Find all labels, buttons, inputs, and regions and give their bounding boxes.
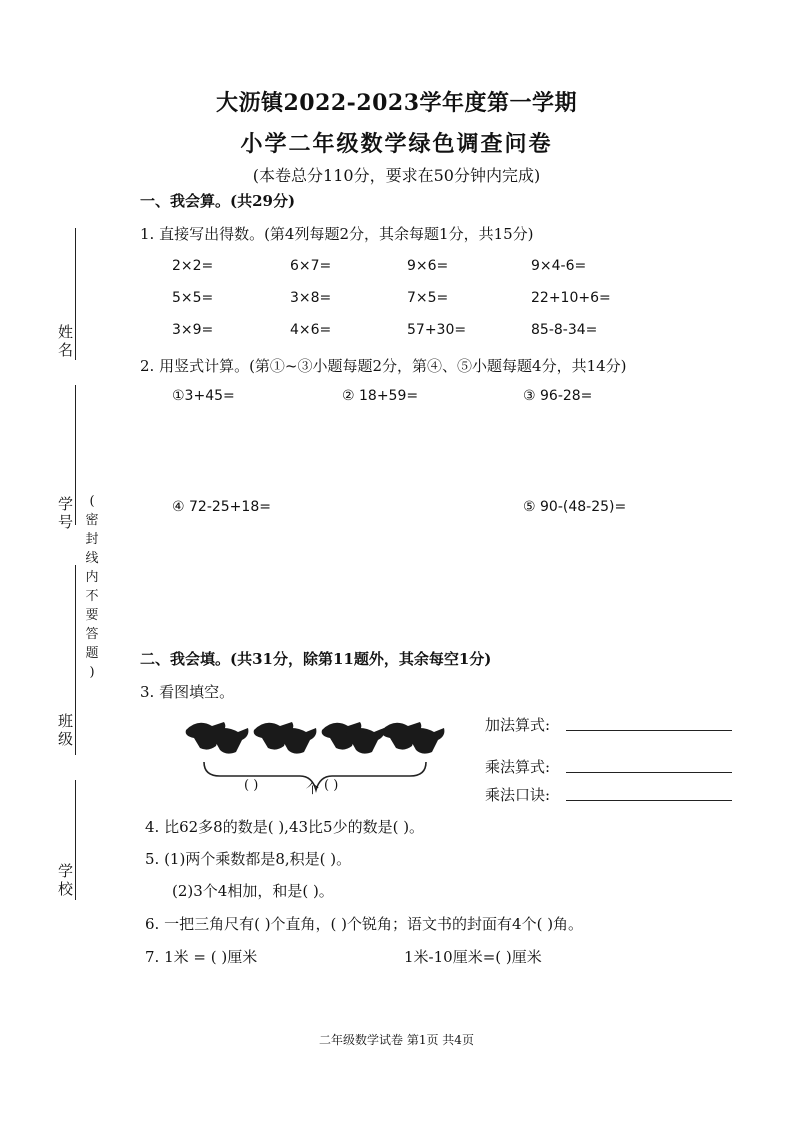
q7a-text: 7. 1米 = ( )厘米 [145,948,258,966]
exam-title-line2: 小学二年级数学绿色调查问卷 [240,131,553,157]
calc-item: 9×6= [407,258,449,274]
calc-item: 6×7= [290,258,332,274]
vertical-calc-5: ⑤ 90-(48-25)= [523,499,627,515]
calc-item: 85-8-34= [531,322,598,338]
glove-pair-icon [186,722,249,754]
q4-text: 4. 比62多8的数是( ),43比5少的数是( )。 [145,818,425,836]
q1-text: 1. 直接写出得数。(第4列每题2分，其余每题1分，共15分) [140,225,534,243]
addition-answer-line[interactable] [566,730,732,731]
glove-pair-icon [322,722,385,754]
vertical-calc-2: ② 18+59= [342,388,419,404]
q5a-text: 5. (1)两个乘数都是8,积是( )。 [145,850,352,868]
multiplication-label: 乘法算式: [485,758,551,776]
rhyme-label: 乘法口诀: [485,786,551,804]
seal-char: 密 [85,513,99,528]
class-label: 班级 [58,712,74,748]
q3-text: 3. 看图填空。 [140,683,235,701]
vertical-calc-1: ①3+45= [172,388,235,404]
vertical-calc-3: ③ 96-28= [523,388,593,404]
section1-heading: 一、我会算。(共29分) [140,192,296,210]
calc-item: 3×8= [290,290,332,306]
name-label: 姓名 [58,323,74,359]
calc-item: 7×5= [407,290,449,306]
seal-char: 封 [85,532,99,547]
q2-text: 2. 用竖式计算。(第①~③小题每题2分，第④、⑤小题每题4分，共14分) [140,357,627,375]
glove-pair-icon [254,722,317,754]
page-footer: 二年级数学试卷 第1页 共4页 [319,1033,474,1047]
calc-item: 3×9= [172,322,214,338]
calc-item: 5×5= [172,290,214,306]
multiplication-answer-line[interactable] [566,772,732,773]
seal-char: ) [89,665,95,680]
calc-item: 4×6= [290,322,332,338]
school-label: 学校 [58,862,74,898]
vertical-calc-4: ④ 72-25+18= [172,499,271,515]
seal-line-notice [82,492,102,682]
exam-subtitle: (本卷总分110分，要求在50分钟内完成) [252,166,541,185]
calc-item: 57+30= [407,322,467,338]
brace-blank-left[interactable]: ( ) [244,778,259,793]
seal-char: 要 [85,608,99,623]
calc-item: 2×2= [172,258,214,274]
q7b-text: 1米-10厘米=( )厘米 [404,948,542,966]
rhyme-answer-line[interactable] [566,800,732,801]
addition-label: 加法算式: [485,716,551,734]
q6-text: 6. 一把三角尺有( )个直角，( )个锐角；语文书的封面有4个( )角。 [145,915,584,933]
seal-char: 答 [85,627,99,642]
seal-char: 内 [85,570,99,585]
glove-pair-icon [382,722,445,754]
section2-heading: 二、我会填。(共31分，除第11题外，其余每空1分) [140,650,492,668]
q5b-text: (2)3个4相加，和是( )。 [172,882,334,900]
calc-item: 9×4-6= [531,258,587,274]
exam-title-line1: 大沥镇2022-2023学年度第一学期 [215,90,578,116]
seal-char: 不 [85,589,99,604]
brace-blank-right[interactable]: ( ) [324,778,339,793]
calc-item: 22+10+6= [531,290,611,306]
seal-char: ( [89,494,95,509]
seal-char: 题 [85,646,99,661]
brace-unit: 个 [306,782,320,797]
seal-char: 线 [85,551,99,566]
student-number-label: 学号 [58,495,74,531]
